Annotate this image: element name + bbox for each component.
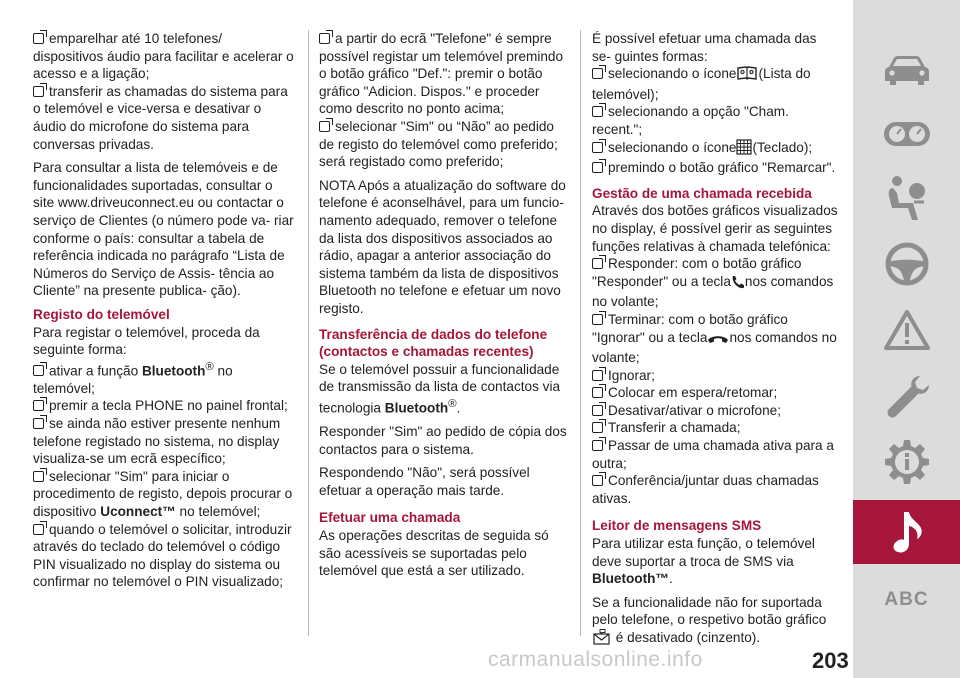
bullet-icon bbox=[33, 524, 44, 535]
bullet-icon bbox=[592, 106, 603, 117]
bullet-item: transferir as chamadas do sistema para o telemóvel e vice-versa e desativar o áudio do microfone do sistema para conversas privadas. bbox=[33, 83, 288, 152]
sms-envelope-icon bbox=[592, 629, 612, 650]
bullet-icon bbox=[592, 162, 603, 173]
paragraph: Se a funcionalidade não for suportada pelo telefone, o respetivo botão gráfico é desativado (cinzento). bbox=[592, 594, 838, 650]
phone-answer-icon bbox=[731, 275, 745, 294]
page-number: 203 bbox=[812, 648, 849, 673]
column-divider bbox=[580, 30, 581, 636]
bullet-item: selecionando o ícone (Lista do telemóvel); bbox=[592, 66, 811, 102]
paragraph: Respondendo "Não", será possível efetuar a operação mais tarde. bbox=[319, 465, 530, 498]
bullet-item: selecionando o ícone (Teclado); bbox=[592, 139, 838, 160]
phone-hangup-icon bbox=[707, 332, 729, 350]
chapter-sidebar bbox=[853, 0, 960, 678]
bullet-icon bbox=[592, 422, 603, 433]
bullet-icon bbox=[592, 475, 603, 486]
paragraph: As operações descritas de seguida só são acessíveis se suportadas pelo telemóvel que está a ser utilizado. bbox=[319, 527, 549, 579]
column-2 bbox=[319, 30, 571, 580]
gear-info-icon[interactable] bbox=[853, 430, 960, 494]
bullet-item: quando o telemóvel o solicitar, introduzir através do teclado do telemóvel o código PIN visualizado no display do sistema ou confirmar no telemóvel o PIN visualizado; bbox=[33, 521, 292, 590]
wrench-icon[interactable] bbox=[853, 364, 960, 428]
steering-wheel-icon[interactable] bbox=[853, 232, 960, 296]
music-note-icon[interactable] bbox=[853, 500, 960, 564]
index-abc-label[interactable]: ABC bbox=[884, 589, 929, 610]
bullet-item: Colocar em espera/retomar; bbox=[592, 384, 838, 402]
bullet-item: selecionar "Sim" para iniciar o procedimento de registo, depois procurar o dispositivo Uconnect™ no telemóvel; bbox=[33, 468, 293, 519]
bullet-icon bbox=[33, 400, 44, 411]
note-paragraph: NOTA Após a atualização do software do telefone é aconselhável, para um funcio- namento adequado, remover o telefone da lista dos dispositivos associados ao rádio, apagar a anterior associação do sistema também da lista de dispositivos Bluetooth no telefone e efetuar um novo registo. bbox=[319, 177, 566, 316]
bullet-icon bbox=[33, 365, 44, 376]
bullet-item: Terminar: com o botão gráfico "Ignorar" ou a tecla nos comandos no volante; bbox=[592, 311, 837, 366]
gauges-icon[interactable] bbox=[853, 102, 960, 166]
paragraph: Para registar o telemóvel, proceda da seguinte forma: bbox=[33, 324, 260, 358]
bullet-icon bbox=[319, 121, 330, 132]
bullet-icon bbox=[592, 258, 603, 269]
column-3 bbox=[592, 30, 838, 650]
bullet-icon bbox=[33, 471, 44, 482]
bullet-icon bbox=[33, 418, 44, 429]
bullet-icon bbox=[592, 314, 603, 325]
bullet-icon bbox=[592, 142, 603, 153]
bullet-item: Transferir a chamada; bbox=[592, 419, 838, 437]
bullet-icon bbox=[319, 33, 330, 44]
paragraph: Através dos botões gráficos visualizados no display, é possível gerir as seguintes funções relativas à chamada telefónica: bbox=[592, 203, 838, 254]
bullet-item: selecionar "Sim" ou “Não” ao pedido de registo do telemóvel como preferido; será registado como preferido; bbox=[319, 118, 558, 170]
warning-triangle-icon[interactable] bbox=[853, 298, 960, 362]
paragraph: Responder "Sim" ao pedido de cópia dos contactos para o sistema. bbox=[319, 424, 567, 457]
bullet-item: Conferência/juntar duas chamadas ativas. bbox=[592, 473, 819, 506]
section-heading: Gestão de uma chamada recebida bbox=[592, 185, 812, 201]
section-heading: Registo do telemóvel bbox=[33, 306, 170, 322]
paragraph: Para utilizar esta função, o telemóvel deve suportar a troca de SMS via Bluetooth™. bbox=[592, 536, 815, 587]
section-heading: Efetuar uma chamada bbox=[319, 510, 461, 526]
watermark: carmanualsonline.info bbox=[488, 648, 703, 671]
column-divider bbox=[308, 30, 309, 636]
keypad-icon bbox=[736, 139, 752, 160]
paragraph: Se o telemóvel possuir a funcionalidade de transmissão da lista de contactos via tecnologia Bluetooth®. bbox=[319, 361, 561, 416]
bullet-item: selecionando a opção "Cham. recent."; bbox=[592, 104, 789, 137]
bullet-item: ativar a função Bluetooth® no telemóvel; bbox=[33, 360, 233, 396]
bullet-item: premindo o botão gráfico "Remarcar". bbox=[592, 159, 838, 177]
bullet-icon bbox=[592, 387, 603, 398]
bullet-item: premir a tecla PHONE no painel frontal; bbox=[33, 397, 295, 415]
paragraph: É possível efetuar uma chamada das se- guintes formas: bbox=[592, 31, 817, 64]
bullet-item: Desativar/ativar o microfone; bbox=[592, 402, 838, 420]
bullet-icon bbox=[592, 405, 603, 416]
bullet-item: emparelhar até 10 telefones/ dispositivos áudio para facilitar e acelerar o acesso e a ligação; bbox=[33, 31, 294, 82]
section-heading: Transferência de dados do telefone (contactos e chamadas recentes) bbox=[319, 326, 548, 360]
bullet-item: se ainda não estiver presente nenhum telefone registado no sistema, no display visualiza-se um ecrã específico; bbox=[33, 416, 281, 467]
bullet-item: Responder: com o botão gráfico "Responder" ou a tecla nos comandos no volante; bbox=[592, 256, 834, 310]
car-icon[interactable] bbox=[853, 38, 960, 102]
bullet-item: a partir do ecrã "Telefone" é sempre possível registar um telemóvel premindo o botão gráfico "Def.": premir o botão gráfico "Adicion. Dispos." e proceder como descrito no ponto acima; bbox=[319, 31, 564, 117]
bullet-icon bbox=[592, 440, 603, 451]
bullet-item: Passar de uma chamada ativa para a outra; bbox=[592, 438, 834, 471]
bullet-icon bbox=[592, 68, 603, 79]
contacts-book-icon bbox=[736, 65, 758, 86]
column-1 bbox=[33, 30, 295, 591]
section-heading: Leitor de mensagens SMS bbox=[592, 518, 762, 534]
bullet-item: Ignorar; bbox=[592, 367, 838, 385]
bullet-icon bbox=[33, 86, 44, 97]
paragraph: Para consultar a lista de telemóveis e de funcionalidades suportadas, consultar o site www.driveuconnect.eu ou contactar o serviço de Clientes (o número pode va- riar conforme o país: consultar a tabela de referência indicada no parágrafo “Lista de Números do Serviço de Assis- tência ao Cliente” na presente publica- ção). bbox=[33, 160, 294, 299]
bullet-icon bbox=[33, 33, 44, 44]
seat-airbag-icon[interactable] bbox=[853, 166, 960, 230]
bullet-icon bbox=[592, 370, 603, 381]
